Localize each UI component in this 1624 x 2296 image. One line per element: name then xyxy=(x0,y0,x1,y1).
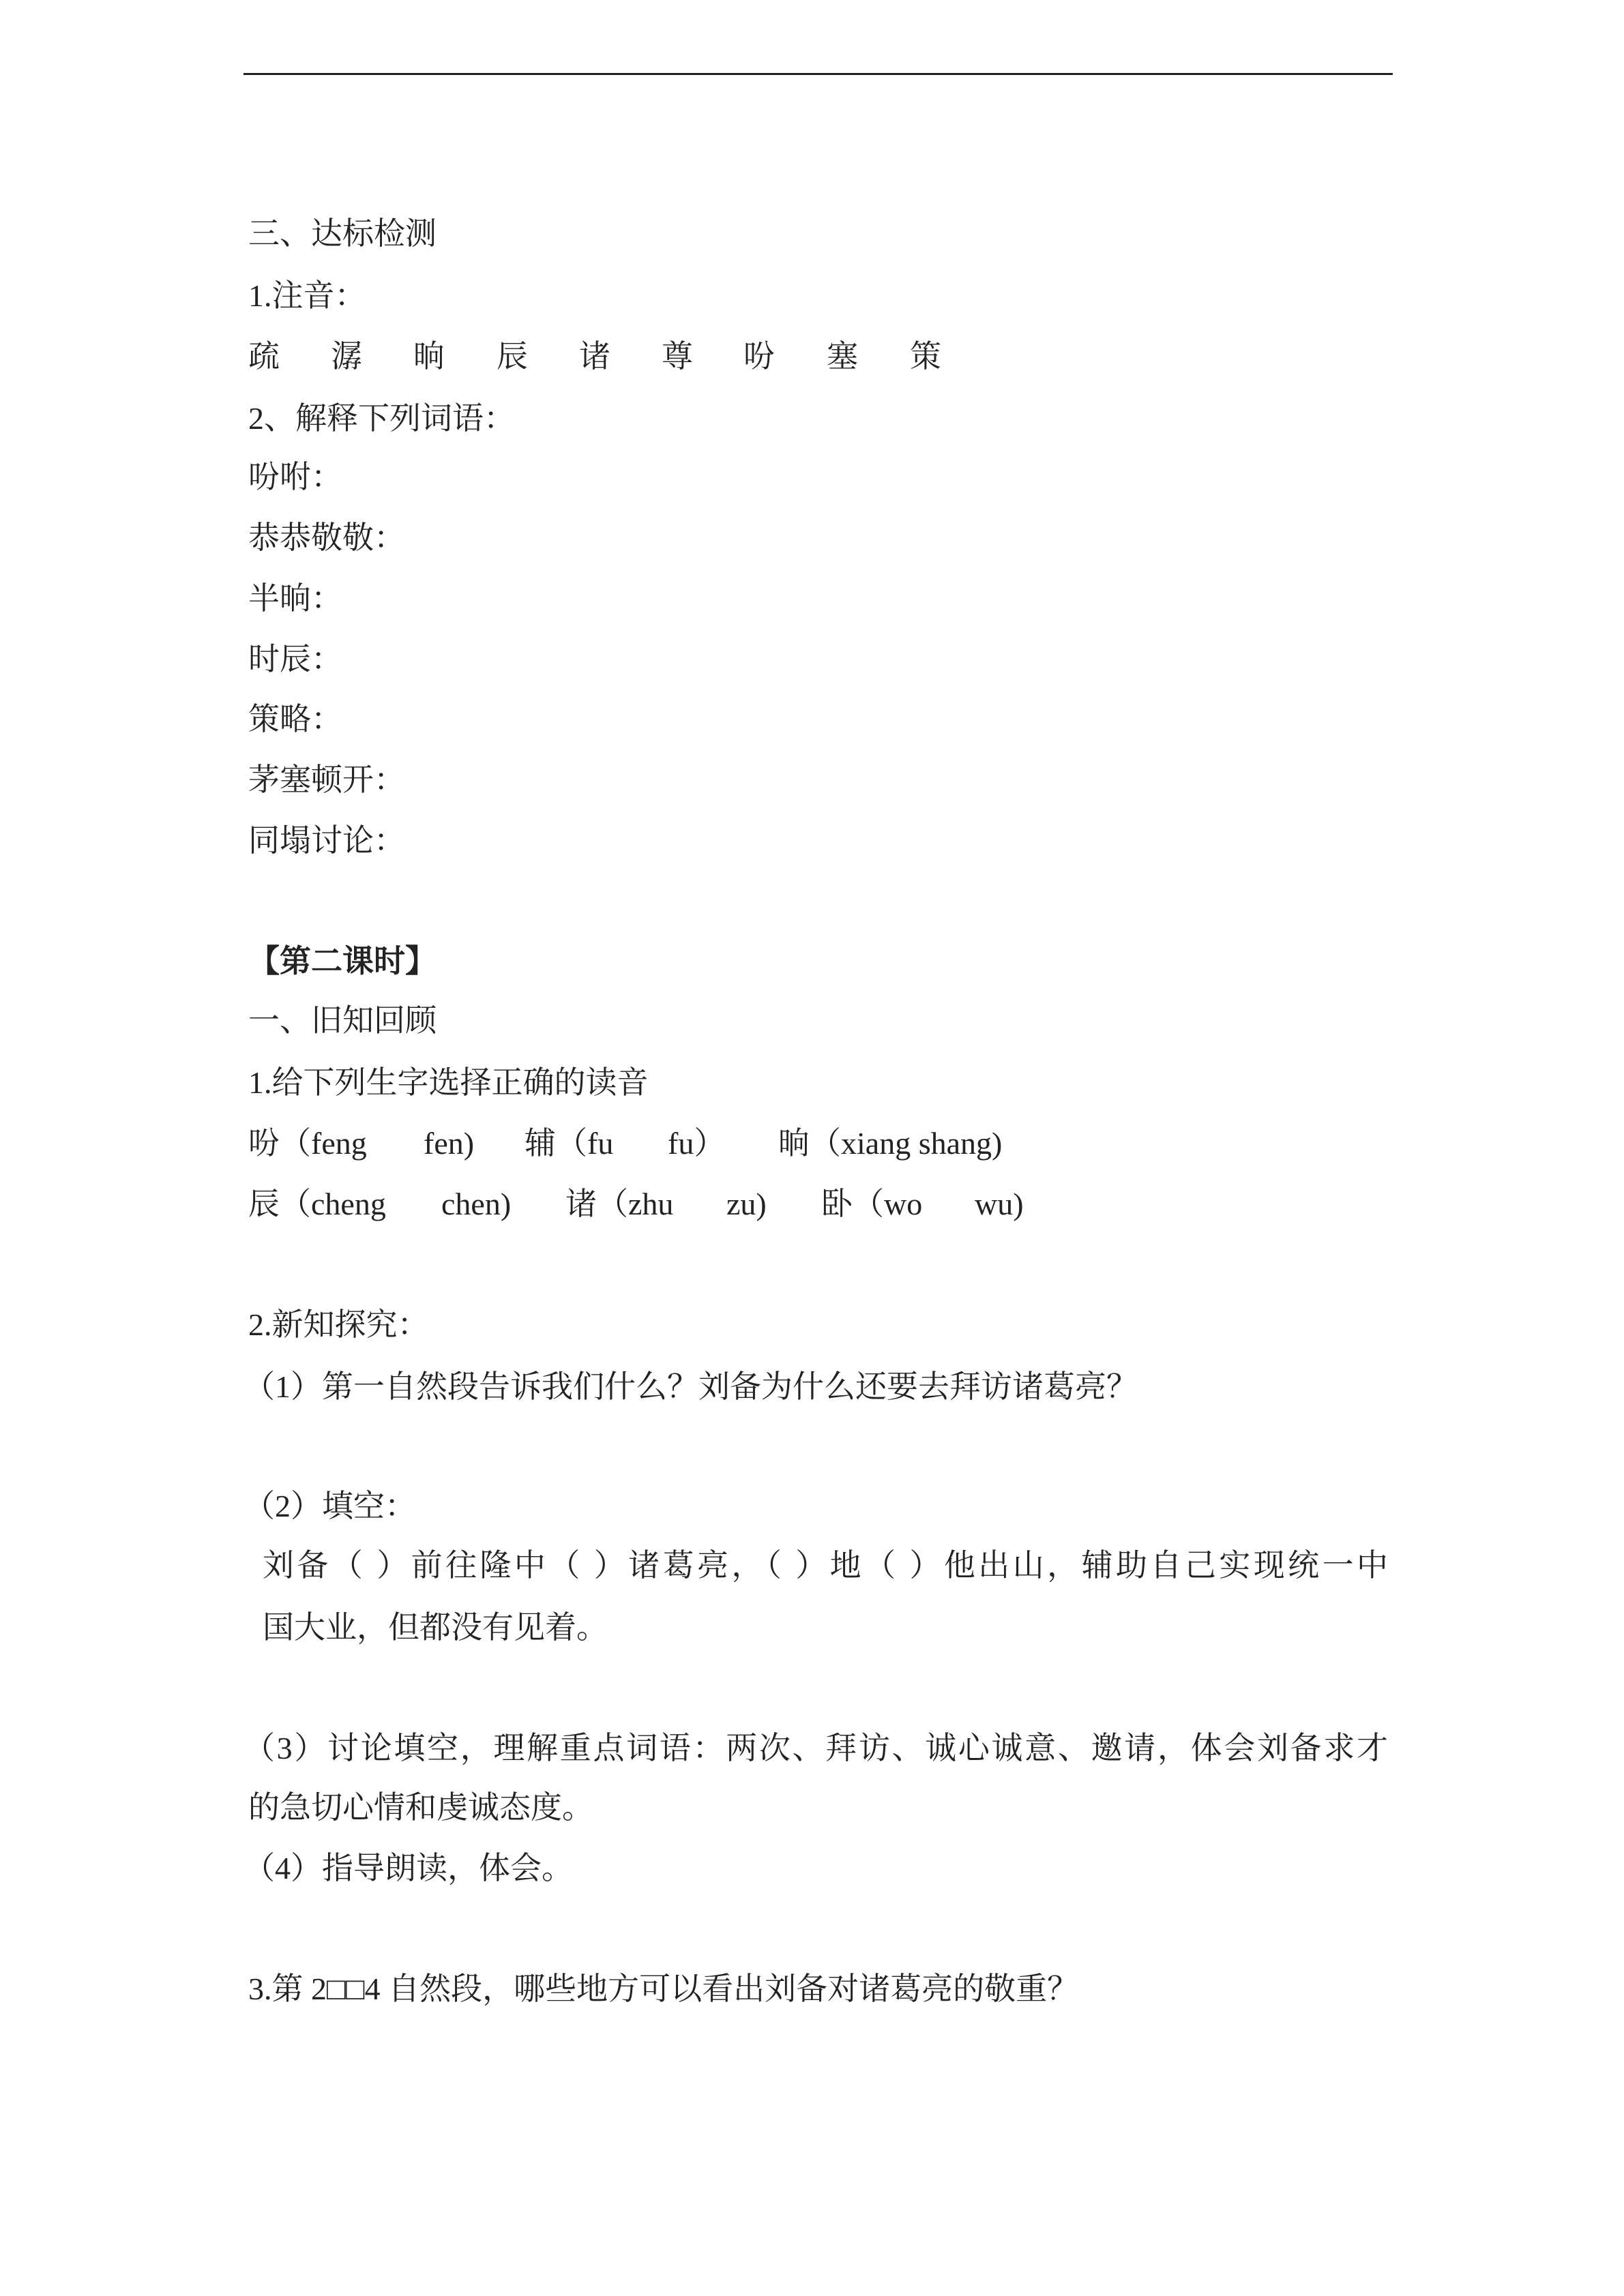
question-paragraphs-2-4: 3.第 2□□4 自然段，哪些地方可以看出刘备对诸葛亮的敬重？ xyxy=(248,1971,1079,2006)
explore-title: 2.新知探究： xyxy=(248,1307,429,1342)
question-3-line: （3）讨论填空，理解重点词语：两次、拜访、诚心诚意、邀请，体会刘备求才 xyxy=(243,1731,1388,1765)
pinyin-row xyxy=(0,1185,1624,1223)
pinyin-option: 辰（cheng xyxy=(248,1187,386,1221)
pinyin-option: 诸（zhu xyxy=(565,1187,674,1221)
phonetic-char: 塞 xyxy=(827,339,858,374)
phonetic-char: 潺 xyxy=(331,339,362,374)
review-question: 1.给下列生字选择正确的读音 xyxy=(248,1065,649,1100)
phonetic-char: 尊 xyxy=(662,339,693,374)
pinyin-option: fen) xyxy=(424,1126,475,1161)
term-item: 同塌讨论： xyxy=(248,823,405,858)
fill-blank-line: 国大业，但都没有见着。 xyxy=(263,1610,608,1645)
header-rule xyxy=(243,73,1393,75)
pinyin-option: 卧（wo xyxy=(821,1187,923,1221)
term-item: 茅塞顿开： xyxy=(248,762,405,797)
pinyin-option: 辅（fu xyxy=(525,1126,614,1161)
phonetic-chars-row xyxy=(0,338,1624,375)
section-title: 三、达标检测 xyxy=(248,216,437,251)
review-title: 一、旧知回顾 xyxy=(248,1003,437,1038)
pinyin-option: zu) xyxy=(726,1187,767,1221)
phonetic-label: 1.注音： xyxy=(248,278,366,313)
term-item: 恭恭敬敬： xyxy=(248,520,405,555)
phonetic-char: 策 xyxy=(910,339,941,374)
question-1: （1）第一自然段告诉我们什么？刘备为什么还要去拜访诸葛亮？ xyxy=(243,1369,1138,1404)
lesson-heading: 【第二课时】 xyxy=(248,944,437,979)
term-item: 半晌： xyxy=(248,581,342,616)
pinyin-option: chen) xyxy=(441,1187,512,1221)
pinyin-option: 吩（feng xyxy=(248,1126,367,1161)
term-item: 吩咐： xyxy=(248,460,342,494)
phonetic-char: 疏 xyxy=(248,339,280,374)
term-item: 策略： xyxy=(248,702,342,736)
pinyin-row xyxy=(0,1124,1624,1162)
phonetic-char: 辰 xyxy=(497,339,528,374)
pinyin-option: fu） xyxy=(668,1126,726,1161)
pinyin-option: 晌（xiang shang) xyxy=(778,1126,1003,1161)
phonetic-char: 吩 xyxy=(743,339,775,374)
phonetic-char: 晌 xyxy=(413,339,445,374)
term-item: 时辰： xyxy=(248,642,342,676)
question-4: （4）指导朗读，体会。 xyxy=(243,1851,573,1885)
phonetic-char: 诸 xyxy=(579,339,610,374)
explain-label: 2、解释下列词语： xyxy=(248,401,515,436)
pinyin-option: wu) xyxy=(975,1187,1024,1221)
question-2-label: （2）填空： xyxy=(243,1489,416,1523)
fill-blank-line: 刘备（ ）前往隆中（ ）诸葛亮，（ ）地（ ）他出山，辅助自己实现统一中 xyxy=(263,1548,1388,1583)
question-3-line: 的急切心情和虔诚态度。 xyxy=(248,1790,593,1825)
